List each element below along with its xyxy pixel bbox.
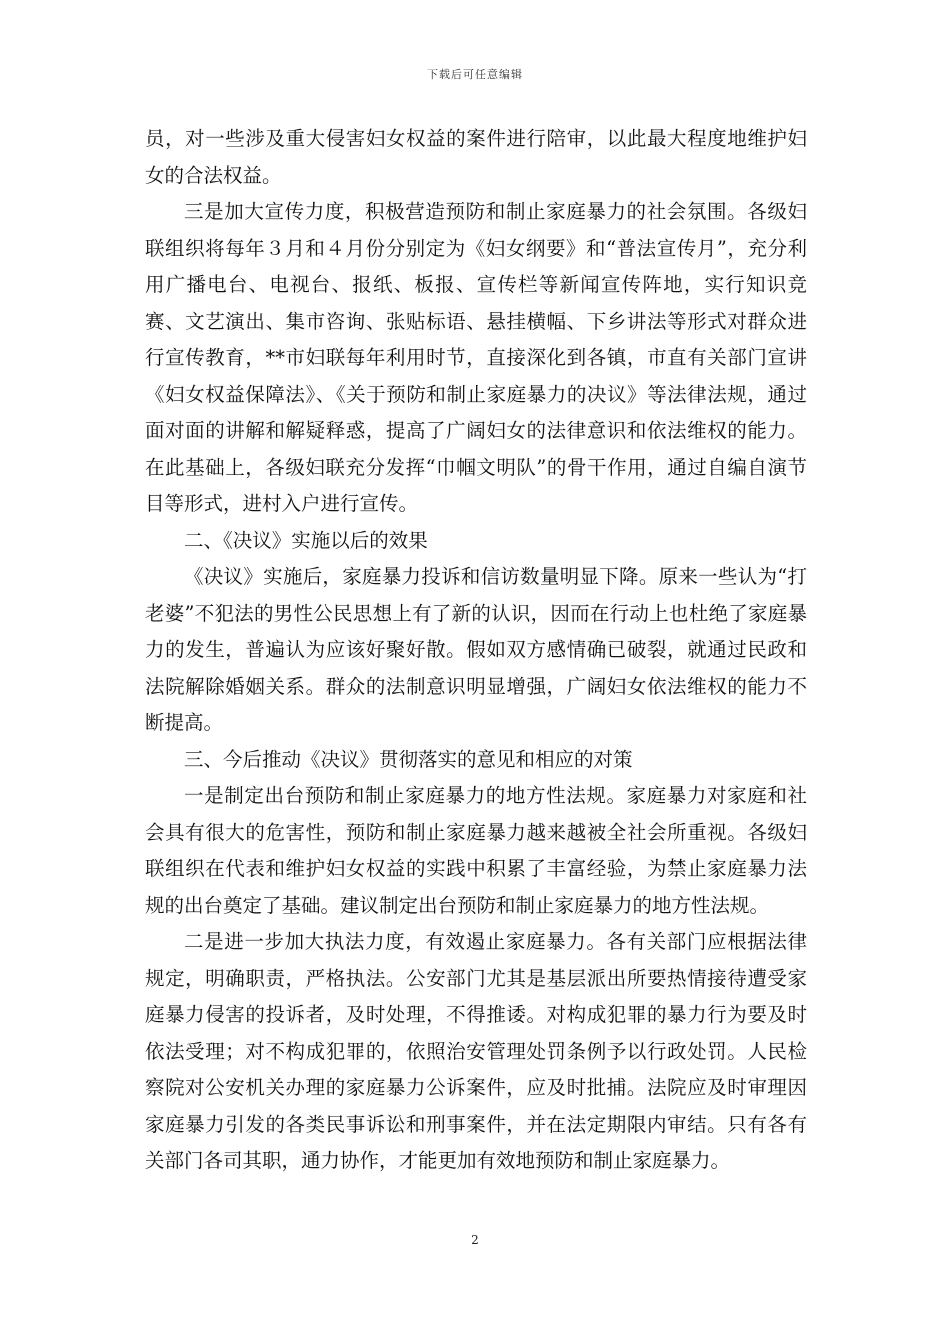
page-header: 下载后可任意编辑 (427, 68, 523, 81)
paragraph-enforcement: 二是进一步加大执法力度，有效遏止家庭暴力。各有关部门应根据法律规定，明确职责，严格执法。公安部门尤其是基层派出所要热情接待遭受家庭暴力侵害的投诉者，及时处理，不得推诿。对构成犯罪的暴力行为要及时依法受理；对不构成犯罪的，依照治安管理处罚条例予以行政处罚。人民检察院对公安机关办理的家庭暴力公诉案件，应及时批捕。法院应及时审理因家庭暴力引发的各类民事诉讼和刑事案件，并在法定期限内审结。只有各有关部门各司其职，通力协作，才能更加有效地预防和制止家庭暴力。 (145, 930, 807, 1172)
section-heading-effects: 二、《决议》实施以后的效果 (184, 528, 428, 552)
paragraph-effects: 《决议》实施后，家庭暴力投诉和信访数量明显下降。原来一些认为“打老婆”不犯法的男性公民思想上有了新的认识，因而在行动上也杜绝了家庭暴力的发生，普遍认为应该好聚好散。假如双方感情确已破裂，就通过民政和法院解除婚姻关系。群众的法制意识明显增强，广阔妇女依法维权的能力不断提高。 (145, 565, 807, 734)
section-heading-countermeasures: 三、今后推动《决议》贯彻落实的意见和相应的对策 (184, 747, 633, 771)
document-body (145, 121, 807, 1180)
paragraph-continuation: 员，对一些涉及重大侵害妇女权益的案件进行陪审，以此最大程度地维护妇女的合法权益。 (145, 127, 807, 187)
paragraph-regulation: 一是制定出台预防和制止家庭暴力的地方性法规。家庭暴力对家庭和社会具有很大的危害性，预防和制止家庭暴力越来越被全社会所重视。各级妇联组织在代表和维护妇女权益的实践中积累了丰富经验，为禁止家庭暴力法规的出台奠定了基础。建议制定出台预防和制止家庭暴力的地方性法规。 (145, 784, 807, 917)
page-number: 2 (471, 1233, 479, 1247)
paragraph-publicity: 三是加大宣传力度，积极营造预防和制止家庭暴力的社会氛围。各级妇联组织将每年３月和４月份分别定为《妇女纲要》和“普法宣传月”，充分利用广播电台、电视台、报纸、板报、宣传栏等新闻宣传阵地，实行知识竞赛、文艺演出、集市咨询、张贴标语、悬挂横幅、下乡讲法等形式对群众进行宣传教育，**市妇联每年利用时节，直接深化到各镇，市直有关部门宣讲《妇女权益保障法》、《关于预防和制止家庭暴力的决议》等法律法规，通过面对面的讲解和解疑释惑，提高了广阔妇女的法律意识和依法维权的能力。在此基础上，各级妇联充分发挥“巾帼文明队”的骨干作用，通过自编自演节目等形式，进村入户进行宣传。 (145, 200, 807, 515)
